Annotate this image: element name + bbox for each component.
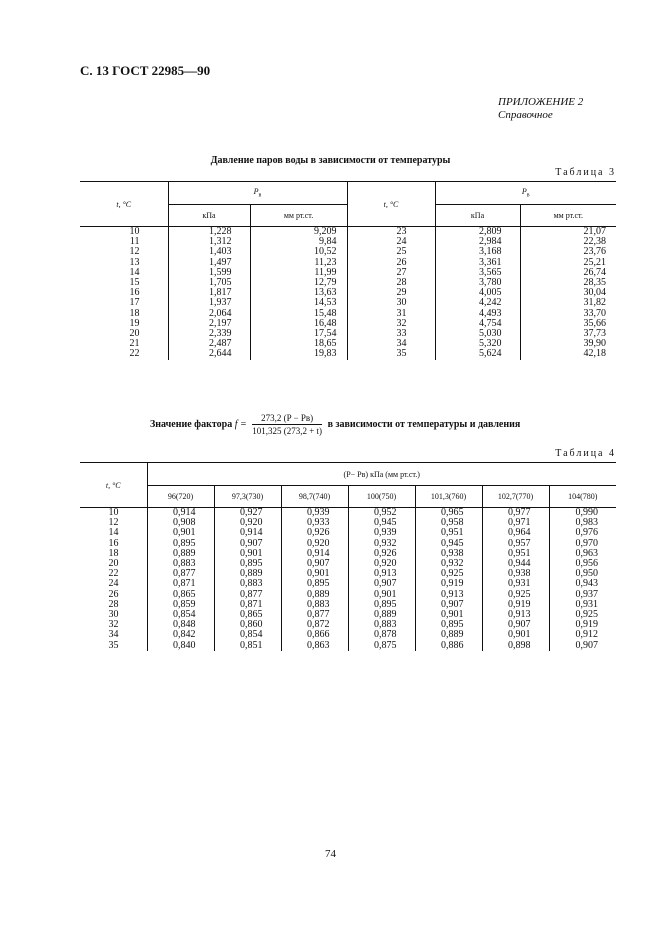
table4-cell-value: 0,908: [147, 518, 214, 528]
table4-cell-t: 16: [108, 537, 119, 549]
table3-cell-kpa-left: 1,599: [168, 268, 250, 278]
table4-cell-value: 0,907: [348, 579, 415, 589]
table3-cell-t-right: 26: [347, 258, 435, 268]
table4-cell-value: 0,895: [281, 579, 348, 589]
table-row: [80, 349, 616, 359]
table3-cell-kpa-right: 3,565: [435, 268, 520, 278]
table4-cell-value: 0,907: [482, 620, 549, 630]
table-row: [80, 528, 616, 538]
table3-cell-kpa-left: 1,312: [168, 237, 250, 247]
table3-cell-mmhg-right: 26,74: [520, 268, 616, 278]
table4-cell-value: 0,914: [214, 528, 281, 538]
table4-cell-value: 0,883: [214, 579, 281, 589]
table4-cell-value: 0,901: [281, 569, 348, 579]
table4-cell-value: 0,866: [281, 630, 348, 640]
table4-cell-value: 0,920: [214, 518, 281, 528]
table4-cell-value: 0,872: [281, 620, 348, 630]
table4-cell-value: 0,932: [415, 559, 482, 569]
table3-cell-mmhg-right: 28,35: [520, 278, 616, 288]
table4-cell-value: 0,952: [348, 508, 415, 519]
table4-column-header: 96(720): [147, 486, 214, 508]
table3-unit-mmhg: мм рт.ст.: [250, 205, 347, 227]
table-row: [80, 258, 616, 268]
table4-cell-value: 0,950: [549, 569, 616, 579]
table3-unit-kpa: кПа: [168, 205, 250, 227]
table4-cell-value: 0,919: [482, 600, 549, 610]
table3-cell-kpa-left: 2,064: [168, 309, 250, 319]
table3-cell-kpa-right: 2,809: [435, 227, 520, 238]
table4-cell-value: 0,883: [147, 559, 214, 569]
table4-cell-value: 0,889: [147, 549, 214, 559]
table4-cell-value: 0,970: [549, 539, 616, 549]
table4-cell-t: 24: [108, 578, 119, 590]
table3-cell-mmhg-right: 31,82: [520, 298, 616, 308]
table3-p-header-left: $P_в$: [168, 182, 347, 205]
table3-cell-t-right: 29: [347, 288, 435, 298]
table3-cell-t-left: 12: [129, 246, 140, 258]
table3-cell-kpa-right: 5,624: [435, 349, 520, 359]
formula-denominator: 101,325 (273,2 + t): [252, 426, 323, 436]
table4-cell-value: 0,883: [281, 600, 348, 610]
table-row: [80, 569, 616, 579]
table4-cell-t: 22: [108, 568, 119, 580]
table-row: [80, 590, 616, 600]
table4-cell-value: 0,907: [415, 600, 482, 610]
page-header: С. 13 ГОСТ 22985—90: [80, 63, 211, 78]
table-row: [80, 237, 616, 247]
table3-cell-kpa-right: 5,320: [435, 339, 520, 349]
table3-cell-mmhg-left: 12,79: [250, 278, 347, 288]
table-row: [80, 641, 616, 651]
table3-cell-t-left: 21: [129, 338, 140, 350]
table4-cell-value: 0,914: [147, 508, 214, 519]
table4-cell-t: 32: [108, 619, 119, 631]
table3-cell-mmhg-left: 17,54: [250, 329, 347, 339]
table3-cell-mmhg-left: 14,53: [250, 298, 347, 308]
table3-cell-kpa-right: 4,242: [435, 298, 520, 308]
table3-cell-mmhg-right: 25,21: [520, 258, 616, 268]
table3-cell-t-left: 14: [129, 266, 140, 278]
table4-cell-value: 0,907: [281, 559, 348, 569]
table4: [80, 462, 616, 651]
table4-cell-t: 35: [108, 639, 119, 651]
table3-cell-mmhg-left: 9,84: [250, 237, 347, 247]
table4-body: [80, 508, 616, 651]
table4-cell-value: 0,951: [415, 528, 482, 538]
table3-cell-mmhg-left: 18,65: [250, 339, 347, 349]
table4-cell-value: 0,919: [415, 579, 482, 589]
table4-cell-value: 0,901: [214, 549, 281, 559]
table-row: [80, 309, 616, 319]
table3-cell-kpa-left: 2,197: [168, 319, 250, 329]
table-row: [80, 600, 616, 610]
table3-cell-t-right: 24: [347, 237, 435, 247]
table4-cell-value: 0,877: [147, 569, 214, 579]
table3-cell-t-right: 30: [347, 298, 435, 308]
table4-column-header: 100(750): [348, 486, 415, 508]
table3-cell-kpa-left: 1,403: [168, 247, 250, 257]
table4-cell-value: 0,945: [415, 539, 482, 549]
table4-column-header: 104(780): [549, 486, 616, 508]
table3-cell-mmhg-right: 23,76: [520, 247, 616, 257]
table3-cell-kpa-left: 2,339: [168, 329, 250, 339]
table3-cell-mmhg-right: 33,70: [520, 309, 616, 319]
table4-cell-value: 0,907: [214, 539, 281, 549]
table-row: [80, 508, 616, 519]
table4-cell-value: 0,920: [348, 559, 415, 569]
table4-column-header: 101,3(760): [415, 486, 482, 508]
table-row: [80, 227, 616, 238]
table4-cell-value: 0,875: [348, 641, 415, 651]
table3-cell-mmhg-right: 30,04: [520, 288, 616, 298]
table4-cell-t: 18: [108, 547, 119, 559]
table4-cell-value: 0,931: [549, 600, 616, 610]
table4-cell-value: 0,964: [482, 528, 549, 538]
table3-body: [80, 227, 616, 360]
table4-cell-value: 0,945: [348, 518, 415, 528]
table4-cell-value: 0,865: [147, 590, 214, 600]
table4-cell-value: 0,914: [281, 549, 348, 559]
table4-column-header: 97,3(730): [214, 486, 281, 508]
table4-column-header: 102,7(770): [482, 486, 549, 508]
formula-fraction: [252, 413, 322, 436]
table3-cell-t-left: 22: [129, 348, 140, 360]
table3-cell-t-left: 15: [129, 277, 140, 289]
table4-cell-value: 0,931: [482, 579, 549, 589]
table4-cell-t: 20: [108, 558, 119, 570]
formula-prefix: Значение фактора: [150, 419, 233, 430]
table3-cell-kpa-right: 4,754: [435, 319, 520, 329]
table3-cell-t-left: 13: [129, 256, 140, 268]
table3-cell-mmhg-left: 16,48: [250, 319, 347, 329]
table4-cell-value: 0,860: [214, 620, 281, 630]
table3-title: Давление паров воды в зависимости от температуры: [210, 155, 451, 166]
table3-cell-kpa-left: 2,487: [168, 339, 250, 349]
table4-cell-value: 0,901: [147, 528, 214, 538]
table3-temp-header-left: t, °C: [80, 182, 168, 227]
table4-cell-value: 0,990: [549, 508, 616, 519]
table4-cell-t: 10: [108, 507, 119, 518]
table4-group-header: (P− Pв) кПа (мм рт.ст.): [147, 463, 616, 486]
table4-cell-value: 0,895: [415, 620, 482, 630]
table3-cell-t-right: 33: [347, 329, 435, 339]
table4-cell-value: 0,878: [348, 630, 415, 640]
table4-cell-value: 0,926: [348, 549, 415, 559]
table-row: [80, 247, 616, 257]
table4-cell-t: 28: [108, 598, 119, 610]
table4-label: Таблица 4: [555, 448, 616, 459]
table4-cell-value: 0,889: [214, 569, 281, 579]
formula-suffix: в зависимости от температуры и давления: [327, 419, 521, 430]
table-row: [80, 298, 616, 308]
table4-cell-value: 0,983: [549, 518, 616, 528]
table4-cell-value: 0,976: [549, 528, 616, 538]
table4-cell-value: 0,886: [415, 641, 482, 651]
table3-cell-mmhg-right: 21,07: [520, 227, 616, 238]
table3-cell-kpa-left: 1,497: [168, 258, 250, 268]
table4-cell-value: 0,912: [549, 630, 616, 640]
table4-cell-value: 0,939: [348, 528, 415, 538]
table3-cell-mmhg-left: 9,209: [250, 227, 347, 238]
table3-cell-mmhg-right: 39,90: [520, 339, 616, 349]
table4-cell-value: 0,851: [214, 641, 281, 651]
table3-cell-t-right: 32: [347, 319, 435, 329]
table4-cell-value: 0,889: [281, 590, 348, 600]
table-row: [80, 630, 616, 640]
table4-cell-value: 0,898: [482, 641, 549, 651]
table-row: [80, 620, 616, 630]
table3-temp-header-right: t, °C: [347, 182, 435, 227]
page-number: 74: [325, 848, 336, 860]
table4-cell-value: 0,877: [214, 590, 281, 600]
table3-cell-kpa-left: 1,705: [168, 278, 250, 288]
table4-cell-value: 0,871: [147, 579, 214, 589]
table4-cell-value: 0,927: [214, 508, 281, 519]
table4-cell-t: 12: [108, 517, 119, 529]
table4-cell-value: 0,932: [348, 539, 415, 549]
table4-cell-value: 0,913: [348, 569, 415, 579]
table4-cell-value: 0,919: [549, 620, 616, 630]
table4-cell-value: 0,933: [281, 518, 348, 528]
table3-cell-kpa-left: 2,644: [168, 349, 250, 359]
table3-cell-kpa-right: 5,030: [435, 329, 520, 339]
table3-cell-mmhg-right: 22,38: [520, 237, 616, 247]
table4-cell-value: 0,971: [482, 518, 549, 528]
table4-cell-value: 0,956: [549, 559, 616, 569]
table4-cell-value: 0,854: [214, 630, 281, 640]
table-row: [80, 278, 616, 288]
table3-cell-kpa-left: 1,937: [168, 298, 250, 308]
table-row: [80, 329, 616, 339]
table3-cell-t-right: 28: [347, 278, 435, 288]
appendix-subtitle: Справочное: [498, 109, 553, 121]
formula-line: [150, 413, 520, 436]
table4-cell-value: 0,840: [147, 641, 214, 651]
table3-cell-t-right: 25: [347, 247, 435, 257]
table4-cell-value: 0,913: [415, 590, 482, 600]
table4-cell-value: 0,901: [415, 610, 482, 620]
table3-cell-kpa-right: 3,168: [435, 247, 520, 257]
table-row: [80, 539, 616, 549]
table3-cell-kpa-right: 3,361: [435, 258, 520, 268]
table3-p-header-right: $P_в$: [435, 182, 616, 205]
table-row: [80, 319, 616, 329]
table4-cell-value: 0,939: [281, 508, 348, 519]
table3-cell-kpa-left: 1,817: [168, 288, 250, 298]
table3-cell-t-left: 18: [129, 307, 140, 319]
table-row: [80, 339, 616, 349]
table3-cell-t-left: 19: [129, 317, 140, 329]
table3-unit-mmhg: мм рт.ст.: [520, 205, 616, 227]
table3-cell-t-right: 34: [347, 339, 435, 349]
table-row: [80, 610, 616, 620]
table3-cell-mmhg-left: 10,52: [250, 247, 347, 257]
table4-cell-t: 26: [108, 588, 119, 600]
table3-cell-t-left: 11: [129, 236, 140, 248]
table3-cell-mmhg-right: 35,66: [520, 319, 616, 329]
table3-cell-t-left: 20: [129, 328, 140, 340]
table-row: [80, 288, 616, 298]
table3-cell-kpa-right: 4,005: [435, 288, 520, 298]
table4-cell-value: 0,938: [482, 569, 549, 579]
table3-cell-kpa-right: 2,984: [435, 237, 520, 247]
formula-f: f =: [234, 419, 247, 430]
table4-cell-value: 0,895: [348, 600, 415, 610]
table4-temp-header: t, °C: [80, 463, 147, 508]
table3-cell-t-left: 16: [129, 287, 140, 299]
table-row: [80, 579, 616, 589]
formula-numerator: 273,2 (P − Pв): [252, 413, 322, 425]
table4-cell-t: 34: [108, 629, 119, 641]
table3-cell-mmhg-left: 19,83: [250, 349, 347, 359]
table4-cell-value: 0,854: [147, 610, 214, 620]
table4-cell-value: 0,889: [415, 630, 482, 640]
table4-cell-value: 0,889: [348, 610, 415, 620]
table4-cell-value: 0,957: [482, 539, 549, 549]
table4-cell-value: 0,938: [415, 549, 482, 559]
table3: [80, 181, 616, 360]
table3-cell-t-right: 23: [347, 227, 435, 238]
table4-cell-value: 0,951: [482, 549, 549, 559]
table3-cell-mmhg-left: 13,63: [250, 288, 347, 298]
table4-cell-value: 0,913: [482, 610, 549, 620]
table-row: [80, 268, 616, 278]
table4-cell-value: 0,883: [348, 620, 415, 630]
table3-cell-mmhg-left: 11,23: [250, 258, 347, 268]
table4-column-header: 98,7(740): [281, 486, 348, 508]
table4-cell-value: 0,895: [147, 539, 214, 549]
table4-cell-value: 0,958: [415, 518, 482, 528]
table4-cell-value: 0,859: [147, 600, 214, 610]
table4-cell-value: 0,944: [482, 559, 549, 569]
table4-cell-value: 0,865: [214, 610, 281, 620]
table3-cell-t-left: 10: [129, 226, 140, 237]
table3-cell-kpa-right: 3,780: [435, 278, 520, 288]
table4-cell-t: 30: [108, 609, 119, 621]
table4-cell-value: 0,925: [482, 590, 549, 600]
table3-cell-mmhg-left: 15,48: [250, 309, 347, 319]
table3-unit-kpa: кПа: [435, 205, 520, 227]
table4-cell-value: 0,901: [348, 590, 415, 600]
table4-cell-value: 0,907: [549, 641, 616, 651]
table4-cell-value: 0,863: [281, 641, 348, 651]
table3-cell-t-right: 35: [347, 349, 435, 359]
appendix-title: ПРИЛОЖЕНИЕ 2: [498, 96, 584, 108]
table4-cell-value: 0,977: [482, 508, 549, 519]
table-row: [80, 518, 616, 528]
table4-cell-value: 0,925: [549, 610, 616, 620]
table4-cell-value: 0,871: [214, 600, 281, 610]
table4-cell-value: 0,842: [147, 630, 214, 640]
table4-cell-value: 0,925: [415, 569, 482, 579]
table4-cell-value: 0,920: [281, 539, 348, 549]
table3-cell-kpa-left: 1,228: [168, 227, 250, 238]
table3-cell-kpa-right: 4,493: [435, 309, 520, 319]
table4-cell-value: 0,963: [549, 549, 616, 559]
table3-cell-mmhg-right: 42,18: [520, 349, 616, 359]
table3-label: Таблица 3: [555, 167, 616, 178]
table3-cell-t-right: 27: [347, 268, 435, 278]
table4-cell-value: 0,926: [281, 528, 348, 538]
table4-cell-t: 14: [108, 527, 119, 539]
table4-cell-value: 0,895: [214, 559, 281, 569]
table4-cell-value: 0,965: [415, 508, 482, 519]
table4-cell-value: 0,937: [549, 590, 616, 600]
table3-cell-t-left: 17: [129, 297, 140, 309]
table-row: [80, 559, 616, 569]
table4-cell-value: 0,848: [147, 620, 214, 630]
table4-cell-value: 0,877: [281, 610, 348, 620]
table3-cell-t-right: 31: [347, 309, 435, 319]
table3-cell-mmhg-left: 11,99: [250, 268, 347, 278]
table4-cell-value: 0,943: [549, 579, 616, 589]
table-row: [80, 549, 616, 559]
table3-cell-mmhg-right: 37,73: [520, 329, 616, 339]
table4-cell-value: 0,901: [482, 630, 549, 640]
appendix-heading: [498, 96, 616, 122]
